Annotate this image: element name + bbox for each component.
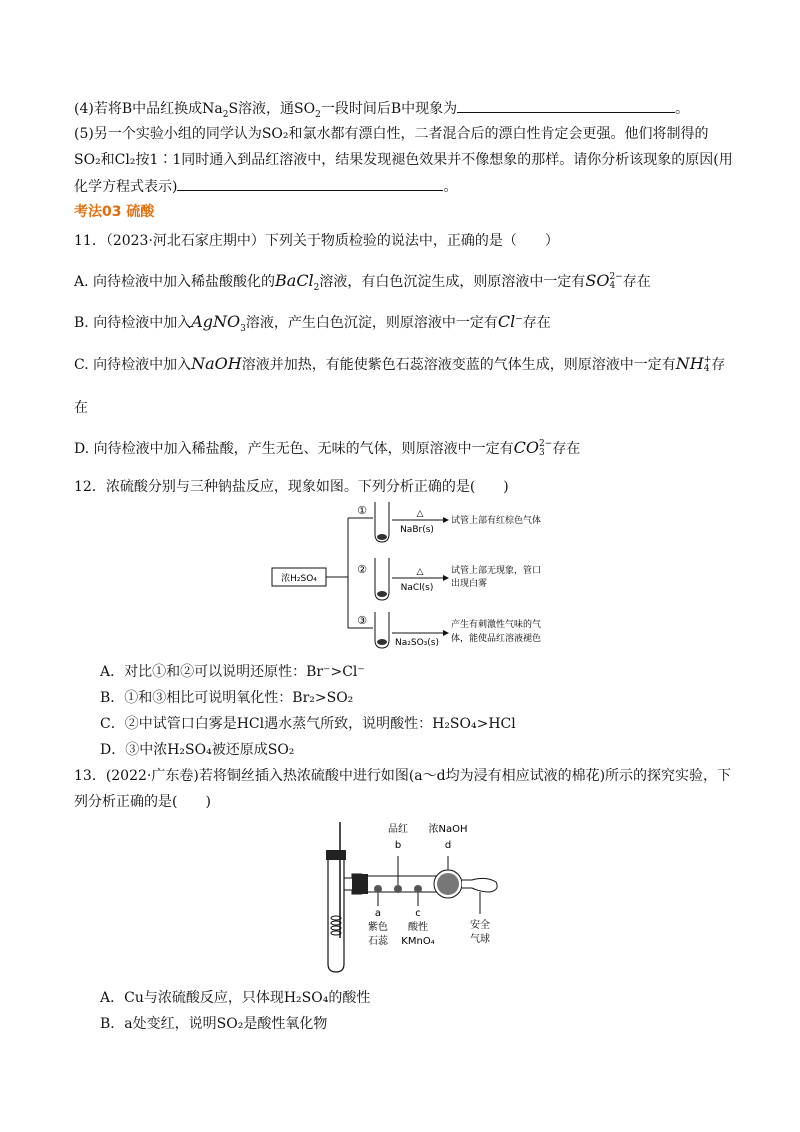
heat-symbol: △ [416,567,424,577]
label-anquan: 安全 [470,920,490,931]
option-text: 溶液并加热，有能使紫色石蕊溶液变蓝的气体生成，则原溶液中一定有 [241,357,676,373]
letter-c: c [415,908,421,919]
question-11-option-c [74,354,725,375]
question-12-option-a: A．对比①和②可以说明还原性：Br⁻>Cl⁻ [100,664,365,680]
result-3-line-2: 体，能使品红溶液褪色 [451,634,542,644]
result-2-line-1: 试管上部无现象，管口 [451,566,542,576]
option-text: 溶液，有白色沉淀生成，则原溶液中一定有 [319,274,586,290]
subscript: 3 [240,323,246,334]
q5-text: 。 [443,179,458,195]
option-text: A. 向待检液中加入稀盐酸酸化的 [74,274,276,290]
option-text: C. 向待检液中加入 [74,357,192,373]
q4-text: S溶液，通SO [228,101,316,117]
subscript: 2 [222,109,229,120]
question-12-stem: 12．浓硫酸分别与三种钠盐反应，现象如图。下列分析正确的是( ) [74,479,509,495]
cotton-b [394,856,402,893]
salt-label-2: NaCl(s) [400,583,434,593]
option-text: D. 向待检液中加入稀盐酸，产生无色、无味的气体，则原溶液中一定有 [74,441,514,457]
formula: NaOH [191,354,242,373]
question-11-option-c-wrap: 在 [74,400,88,416]
cotton-d [437,873,459,895]
formula: BaCl [275,271,314,290]
salt-label-3: Na₂SO₃(s) [395,638,439,648]
section-heading: 考法03 硫酸 [74,204,155,220]
label-1: ① [357,504,367,517]
question-5-line-2: SO₂和Cl₂按1∶1同时通入到品红溶液中，结果发现褪色效果并不像想象的那样。请你分析该现象的原因(用 [74,152,733,168]
q4-text: 。 [675,101,690,117]
test-tube-3 [375,612,389,648]
question-4 [74,98,689,119]
option-text: 存在 [522,315,551,331]
letter-b: b [394,840,402,851]
label-qiqiu: 气球 [470,934,490,945]
label-pinhong: 品红 [388,824,408,835]
salt-label-1: NaBr(s) [400,525,434,535]
option-text: 存 [711,357,726,373]
label-zise: 紫色 [368,922,388,933]
result-3-line-1: 产生有刺激性气味的气 [451,620,542,630]
option-text: 存在 [622,274,651,290]
arrowhead [443,517,449,523]
question-13-stem-line-1: 13．(2022·广东卷)若将铜丝插入热浓硫酸中进行如图(a～d均为浸有相应试液的棉花)所示的探究实验，下 [74,768,732,784]
test-tube-1 [375,502,389,542]
result-2-line-2: 出现白雾 [451,579,488,589]
label-naoh: 浓NaOH [428,824,468,835]
label-2: ② [357,563,367,576]
subscript: 3 [538,448,545,458]
safety-balloon [462,878,497,892]
reagent-label: 浓H₂SO₄ [281,574,317,584]
reaction-tube [328,856,344,972]
test-tube-2 [375,558,389,600]
ion-charge [609,273,622,291]
superscript: + [703,355,712,365]
formula: AgNO [191,312,241,331]
question-11-option-a [74,271,651,292]
q4-text: (4)若将B中品红换成Na [74,101,223,117]
question-12-option-d: D．③中浓H₂SO₄被还原成SO₂ [100,742,295,758]
question-5-line-3 [74,176,457,197]
option-text: 存在 [552,441,581,457]
ion-charge [539,440,552,458]
superscript: − [515,314,523,325]
answer-blank[interactable] [457,98,675,113]
cotton-c [414,885,422,906]
formula: SO [585,271,610,290]
q4-text: 一段时间后B中现象为 [320,101,458,117]
label-kmno4: KMnO₄ [401,936,435,947]
question-13-option-a: A．Cu与浓硫酸反应，只体现H₂SO₄的酸性 [100,990,371,1006]
option-text: B. 向待检液中加入 [74,315,192,331]
label-suanxing: 酸性 [408,922,428,933]
letter-a: a [374,908,382,919]
q12-diagram [270,500,570,650]
question-11-option-d [74,438,580,459]
subscript: 2 [313,282,320,293]
question-12-option-b: B．①和③相比可说明氧化性：Br₂>SO₂ [100,690,354,706]
result-1: 试管上部有红棕色气体 [451,516,542,526]
question-12-option-c: C．②中试管口白雾是HCl遇水蒸气所致，说明酸性：H₂SO₄>HCl [100,716,516,732]
question-13-option-b: B．a处变红，说明SO₂是酸性氧化物 [100,1016,328,1032]
heat-symbol: △ [416,509,424,519]
stopper [326,850,346,860]
question-11-option-b [74,312,551,333]
superscript: 2− [609,272,623,282]
subscript: 2 [315,109,321,120]
label-3: ③ [357,614,367,627]
formula: CO [513,438,539,457]
q5-text: 化学方程式表示) [74,179,178,195]
formula: NH [675,354,704,373]
superscript: 2− [538,439,553,449]
arrowhead [443,630,449,636]
letter-d: d [444,840,452,851]
answer-blank[interactable] [177,176,443,191]
question-5-line-1: (5)另一个实验小组的同学认为SO₂和氯水都有漂白性，二者混合后的漂白性肯定会更强。他们将制得的 [74,126,709,142]
subscript: 4 [609,281,616,291]
formula: Cl [497,312,516,331]
cotton-a [374,885,382,906]
question-13-stem-line-2: 列分析正确的是( ) [74,794,211,810]
stopper-2 [352,874,368,894]
question-11-stem: 11．（2023·河北石家庄期中）下列关于物质检验的说法中，正确的是（ ） [74,233,559,249]
label-shirui: 石蕊 [368,936,388,947]
subscript: 4 [703,364,710,374]
q13-diagram [310,818,530,978]
arrowhead [443,575,449,581]
option-text: 溶液，产生白色沉淀，则原溶液中一定有 [245,315,498,331]
